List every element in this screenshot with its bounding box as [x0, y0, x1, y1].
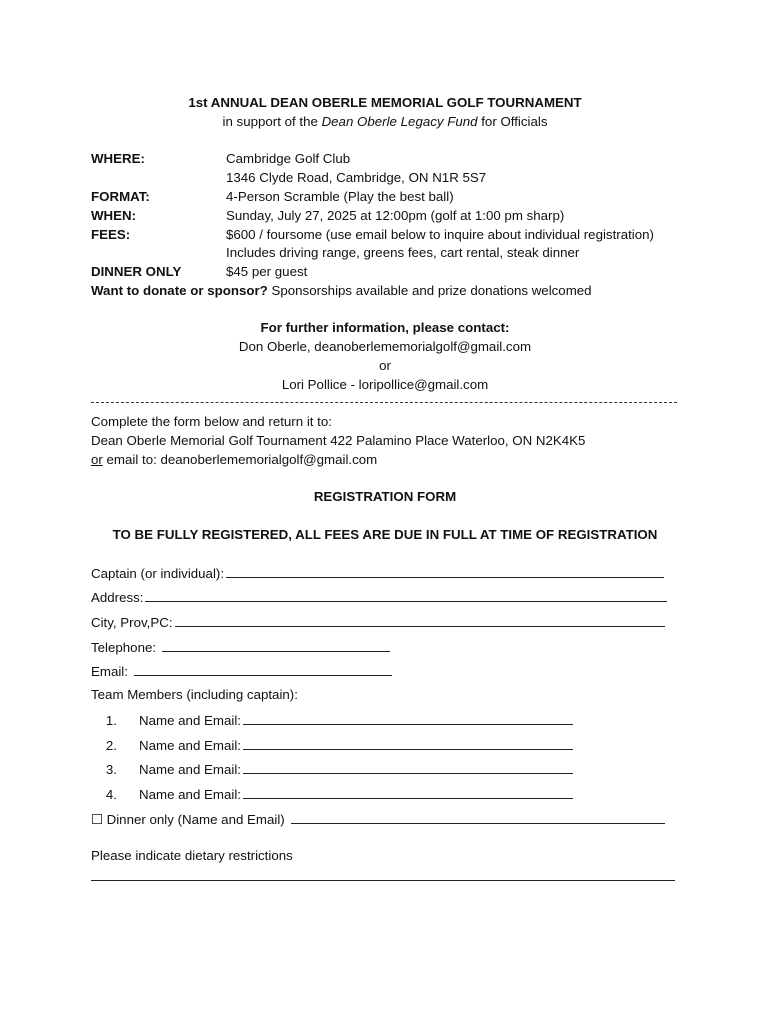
- document-title: 1st ANNUAL DEAN OBERLE MEMORIAL GOLF TOURNAMENT: [188, 95, 582, 110]
- dinner-only-blank[interactable]: [291, 811, 665, 824]
- document-subtitle: [0, 114, 770, 130]
- contact-heading: For further information, please contact:: [260, 320, 510, 335]
- telephone-label: Telephone:: [91, 640, 157, 655]
- address-blank[interactable]: [145, 589, 667, 602]
- captain-blank[interactable]: [226, 565, 664, 578]
- dinner-only-label: DINNER ONLY: [91, 264, 182, 279]
- member-2-blank[interactable]: [243, 737, 573, 750]
- address-label: Address:: [91, 590, 144, 605]
- return-or: or: [91, 452, 103, 467]
- dinner-only-label: Dinner only (Name and Email): [106, 812, 285, 827]
- donate-line: [91, 283, 592, 299]
- email-blank[interactable]: [134, 663, 392, 676]
- format-label: FORMAT:: [91, 189, 150, 204]
- city-blank[interactable]: [175, 614, 665, 627]
- email-field[interactable]: [91, 663, 392, 680]
- subtitle-fund-name: Dean Oberle Legacy Fund: [321, 114, 478, 129]
- dinner-only-checkbox-icon[interactable]: ☐: [91, 812, 103, 827]
- captain-field[interactable]: [91, 565, 664, 582]
- member-1-blank[interactable]: [243, 712, 573, 725]
- contact-lori-pollice: Lori Pollice - loripollice@gmail.com: [281, 377, 489, 392]
- member-3-blank[interactable]: [243, 761, 573, 774]
- fees-due-notice: TO BE FULLY REGISTERED, ALL FEES ARE DUE IN FULL AT TIME OF REGISTRATION: [112, 527, 658, 542]
- member-label: Name and Email:: [139, 787, 241, 802]
- fees-label: FEES:: [91, 227, 131, 242]
- member-label: Name and Email:: [139, 713, 241, 728]
- registration-form-heading: REGISTRATION FORM: [313, 489, 457, 504]
- where-address: 1346 Clyde Road, Cambridge, ON N1R 5S7: [226, 170, 487, 185]
- team-members-label: Team Members (including captain):: [91, 687, 298, 702]
- return-address: Dean Oberle Memorial Golf Tournament 422 Palamino Place Waterloo, ON N2K4K5: [91, 433, 586, 448]
- member-label: Name and Email:: [139, 762, 241, 777]
- member-number: 2.: [105, 738, 117, 753]
- return-email-line: [91, 452, 377, 468]
- city-field[interactable]: [91, 614, 665, 631]
- member-number: 1.: [105, 713, 117, 728]
- dietary-blank[interactable]: [91, 868, 675, 881]
- when-value: Sunday, July 27, 2025 at 12:00pm (golf at 1:00 pm sharp): [226, 208, 565, 223]
- where-label: WHERE:: [91, 151, 145, 166]
- team-member-2[interactable]: [91, 737, 573, 754]
- address-field[interactable]: [91, 589, 667, 606]
- city-label: City, Prov,PC:: [91, 615, 173, 630]
- team-member-3[interactable]: [91, 761, 573, 778]
- donate-label: Want to donate or sponsor?: [91, 283, 268, 298]
- telephone-field[interactable]: [91, 639, 390, 656]
- dinner-only-price: $45 per guest: [226, 264, 308, 279]
- team-member-4[interactable]: [91, 786, 573, 803]
- contact-or: or: [379, 358, 391, 373]
- fees-value: $600 / foursome (use email below to inquire about individual registration): [226, 227, 654, 242]
- team-member-1[interactable]: [91, 712, 573, 729]
- donate-value: Sponsorships available and prize donations welcomed: [271, 283, 592, 298]
- member-number: 4.: [105, 787, 117, 802]
- subtitle-suffix: for Officials: [481, 114, 548, 129]
- format-value: 4-Person Scramble (Play the best ball): [226, 189, 454, 204]
- cut-line-divider: [91, 402, 677, 403]
- dietary-label: Please indicate dietary restrictions: [91, 848, 293, 863]
- member-4-blank[interactable]: [243, 786, 573, 799]
- where-venue: Cambridge Golf Club: [226, 151, 351, 166]
- subtitle-prefix: in support of the: [222, 114, 318, 129]
- captain-label: Captain (or individual):: [91, 566, 225, 581]
- when-label: WHEN:: [91, 208, 137, 223]
- return-email: email to: deanoberlememorialgolf@gmail.com: [106, 452, 378, 467]
- return-instructions: Complete the form below and return it to:: [91, 414, 332, 429]
- contact-don-oberle: Don Oberle, deanoberlememorialgolf@gmail.com: [238, 339, 532, 354]
- member-number: 3.: [105, 762, 117, 777]
- telephone-blank[interactable]: [162, 639, 390, 652]
- dinner-only-field[interactable]: [91, 811, 665, 828]
- fees-includes: Includes driving range, greens fees, cart rental, steak dinner: [226, 245, 580, 260]
- email-label: Email:: [91, 664, 128, 679]
- member-label: Name and Email:: [139, 738, 241, 753]
